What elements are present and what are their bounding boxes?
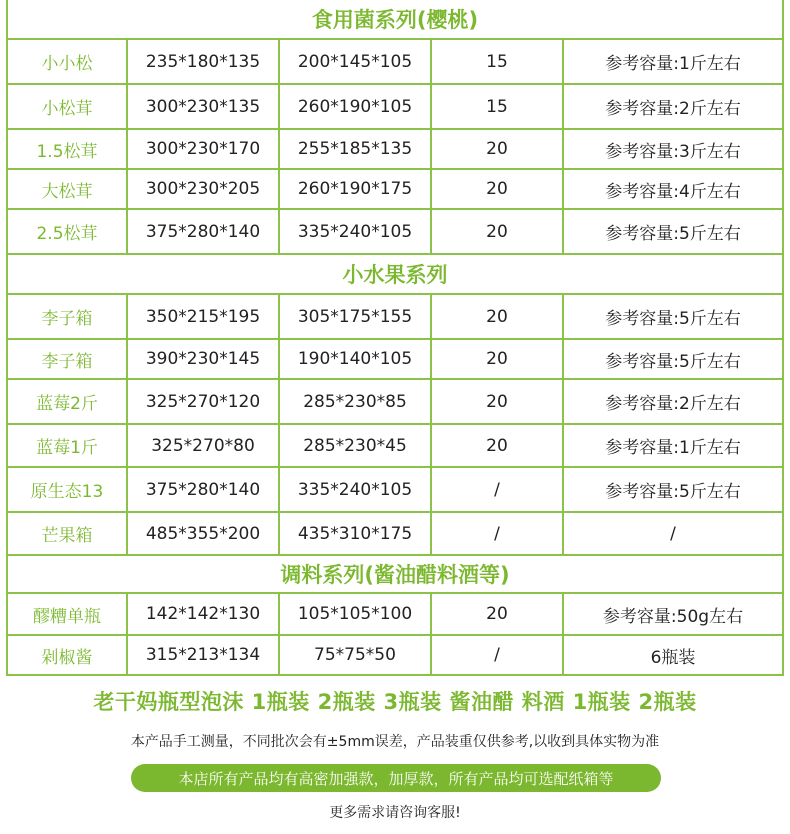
product-name: 小小松 — [41, 54, 93, 74]
table-row — [8, 380, 782, 425]
outer-size: 300*230*170 — [145, 139, 261, 159]
quantity: 20 — [486, 179, 508, 199]
inner-size: 105*105*100 — [297, 604, 413, 624]
quantity: 20 — [486, 221, 508, 242]
capacity: 参考容量:5斤左右 — [605, 309, 741, 329]
inner-size: 285*230*85 — [303, 391, 407, 412]
outer-size: 142*142*130 — [145, 604, 261, 624]
inner-size: 335*240*105 — [297, 479, 413, 500]
quantity: 20 — [486, 604, 508, 624]
capacity: 参考容量:5斤左右 — [605, 482, 741, 502]
outer-size: 315*213*134 — [145, 645, 261, 665]
section-title: 食用菌系列(樱桃) — [8, 0, 782, 40]
product-name: 醪糟单瓶 — [33, 606, 101, 627]
inner-size: 200*145*105 — [297, 51, 413, 72]
product-name: 原生态13 — [30, 482, 104, 502]
section-title: 调料系列(酱油醋料酒等) — [8, 556, 782, 594]
outer-size: 300*230*205 — [145, 179, 261, 199]
capacity: 参考容量:1斤左右 — [605, 54, 741, 74]
inner-size: 190*140*105 — [297, 349, 413, 369]
table-row — [8, 594, 782, 636]
contact-service-text: 更多需求请咨询客服! — [329, 805, 461, 821]
product-name: 剁椒酱 — [41, 647, 93, 668]
inner-size: 255*185*135 — [297, 139, 413, 159]
capacity: 参考容量:3斤左右 — [605, 141, 741, 162]
inner-size: 335*240*105 — [297, 221, 413, 242]
table-row — [8, 130, 782, 170]
outer-size: 300*230*135 — [145, 96, 261, 117]
quantity: 15 — [486, 96, 508, 117]
inner-size: 260*190*105 — [297, 96, 413, 117]
inner-size: 285*230*45 — [303, 435, 407, 456]
spec-table — [6, 0, 784, 676]
bottle-foam-headline: 老干妈瓶型泡沫 1瓶装 2瓶装 3瓶装 酱油醋 料酒 1瓶装 2瓶装 — [93, 690, 697, 714]
quantity: 20 — [486, 306, 508, 327]
product-name: 蓝莓2斤 — [36, 394, 98, 414]
product-name: 李子箱 — [41, 309, 93, 329]
capacity: 参考容量:5斤左右 — [605, 224, 741, 244]
capacity: 参考容量:4斤左右 — [605, 181, 741, 202]
product-name: 蓝莓1斤 — [36, 438, 98, 458]
table-row — [8, 636, 782, 674]
capacity: 6瓶装 — [650, 647, 696, 668]
table-row — [8, 85, 782, 130]
outer-size: 375*280*140 — [145, 221, 261, 242]
quantity: 20 — [486, 139, 508, 159]
table-row — [8, 513, 782, 556]
inner-size: 260*190*175 — [297, 179, 413, 199]
capacity: 参考容量:2斤左右 — [605, 99, 741, 119]
capacity: 参考容量:1斤左右 — [605, 438, 741, 458]
product-name: 1.5松茸 — [36, 141, 98, 162]
promo-banner: 本店所有产品均有高密加强款，加厚款，所有产品均可选配纸箱等 — [131, 764, 661, 792]
outer-size: 325*270*120 — [145, 391, 261, 412]
outer-size: 390*230*145 — [145, 349, 261, 369]
outer-size: 350*215*195 — [145, 306, 261, 327]
inner-size: 305*175*155 — [297, 306, 413, 327]
quantity: 20 — [486, 435, 508, 456]
inner-size: 435*310*175 — [297, 523, 413, 544]
outer-size: 485*355*200 — [145, 523, 261, 544]
table-row — [8, 468, 782, 513]
quantity: 20 — [486, 349, 508, 369]
product-name: 芒果箱 — [41, 526, 93, 546]
quantity: 15 — [486, 51, 508, 72]
table-row — [8, 295, 782, 340]
quantity: / — [494, 479, 500, 500]
product-name: 2.5松茸 — [36, 224, 98, 244]
product-name: 大松茸 — [41, 181, 93, 202]
capacity: 参考容量:5斤左右 — [605, 351, 741, 372]
section-title: 小水果系列 — [8, 255, 782, 295]
outer-size: 235*180*135 — [145, 51, 261, 72]
capacity: 参考容量:2斤左右 — [605, 394, 741, 414]
table-row — [8, 170, 782, 210]
product-name: 小松茸 — [41, 99, 93, 119]
measurement-note: 本产品手工测量，不同批次会有±5mm误差，产品装重仅供参考,以收到具体实物为准 — [130, 734, 660, 750]
table-row — [8, 340, 782, 380]
quantity: / — [494, 645, 500, 665]
outer-size: 325*270*80 — [151, 435, 255, 456]
outer-size: 375*280*140 — [145, 479, 261, 500]
quantity: 20 — [486, 391, 508, 412]
table-row — [8, 425, 782, 468]
quantity: / — [494, 523, 500, 544]
table-row — [8, 210, 782, 255]
product-name: 李子箱 — [41, 351, 93, 372]
capacity: 参考容量:50g左右 — [602, 606, 744, 627]
capacity: / — [670, 523, 676, 544]
inner-size: 75*75*50 — [314, 645, 396, 665]
table-row — [8, 40, 782, 85]
